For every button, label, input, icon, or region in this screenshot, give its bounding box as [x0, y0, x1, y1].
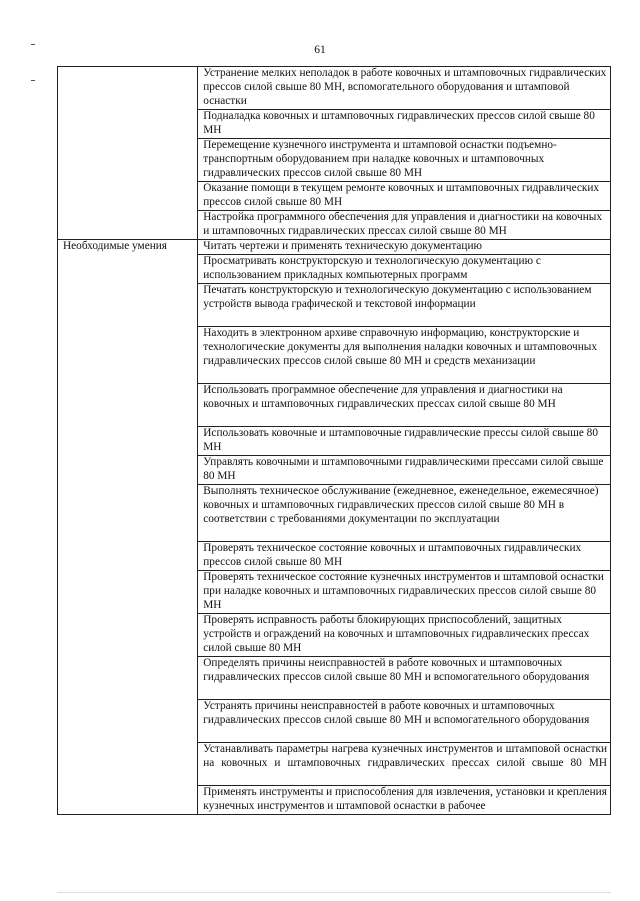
section-label: Необходимые умения: [58, 240, 198, 815]
table-cell: Печатать конструкторскую и технологическую документацию с использованием устройств вывода графической и текстовой информации: [198, 284, 611, 327]
table-cell: Использовать программное обеспечение для управления и диагностики на ковочных и штамповочных гидравлических прессах силой свыше 80 МН: [198, 384, 611, 427]
table-cell: Читать чертежи и применять техническую документацию: [198, 240, 611, 255]
table-row: [58, 67, 611, 110]
empty-label-cell: [58, 67, 198, 240]
table-cell: Проверять техническое состояние кузнечных инструментов и штамповой оснастки при наладке ковочных и штамповочных гидравлических прессов силой свыше 80 МН: [198, 571, 611, 614]
table-cell: Подналадка ковочных и штамповочных гидравлических прессов силой свыше 80 МН: [198, 110, 611, 139]
requirements-table: [57, 66, 611, 815]
table-cell: Выполнять техническое обслуживание (ежедневное, еженедельное, ежемесячное) ковочных и штамповочных гидравлических прессов силой свыше 80 МН в соответствии с требованиями документации по эксплуатации: [198, 485, 611, 542]
table-cell: Просматривать конструкторскую и технологическую документацию с использованием прикладных компьютерных программ: [198, 255, 611, 284]
table-cell: Проверять исправность работы блокирующих приспособлений, защитных устройств и ограждений на ковочных и штамповочных гидравлических прессах силой свыше 80 МН: [198, 614, 611, 657]
table-cell: Управлять ковочными и штамповочными гидравлическими прессами силой свыше 80 МН: [198, 456, 611, 485]
table-cell: Применять инструменты и приспособления для извлечения, установки и крепления кузнечных инструментов и штамповой оснастки в рабочее: [198, 786, 611, 815]
table-cell: Оказание помощи в текущем ремонте ковочных и штамповочных гидравлических прессов силой свыше 80 МН: [198, 182, 611, 211]
table-cell: Устранять причины неисправностей в работе ковочных и штамповочных гидравлических прессов силой свыше 80 МН и вспомогательного оборудования: [198, 700, 611, 743]
table-cell: Находить в электронном архиве справочную информацию, конструкторские и технологические документы для выполнения наладки ковочных и штамповочных гидравлических прессов силой свыше 80 МН и средств механизации: [198, 327, 611, 384]
table-cell: Перемещение кузнечного инструмента и штамповой оснастки подъемно-транспортным оборудованием при наладке ковочных и штамповочных гидравлических прессов силой свыше 80 МН: [198, 139, 611, 182]
table-row: [58, 240, 611, 255]
table-cell: Определять причины неисправностей в работе ковочных и штамповочных гидравлических прессов силой свыше 80 МН и вспомогательного оборудования: [198, 657, 611, 700]
table-cell: Настройка программного обеспечения для управления и диагностики на ковочных и штамповочных гидравлических прессах силой свыше 80 МН: [198, 211, 611, 240]
table-cell: Устанавливать параметры нагрева кузнечных инструментов и штамповой оснастки на ковочных и штамповочных гидравлических прессах силой свыше 80 МН: [198, 743, 611, 786]
margin-mark: [31, 80, 35, 81]
table-cell: Проверять техническое состояние ковочных и штамповочных гидравлических прессов силой свыше 80 МН: [198, 542, 611, 571]
page-bottom-edge: [57, 892, 611, 893]
table-cell: Устранение мелких неполадок в работе ковочных и штамповочных гидравлических прессов силой свыше 80 МН, вспомогательного оборудования и штамповой оснастки: [198, 67, 611, 110]
page-number: 61: [314, 44, 326, 56]
table-cell: Использовать ковочные и штамповочные гидравлические прессы силой свыше 80 МН: [198, 427, 611, 456]
